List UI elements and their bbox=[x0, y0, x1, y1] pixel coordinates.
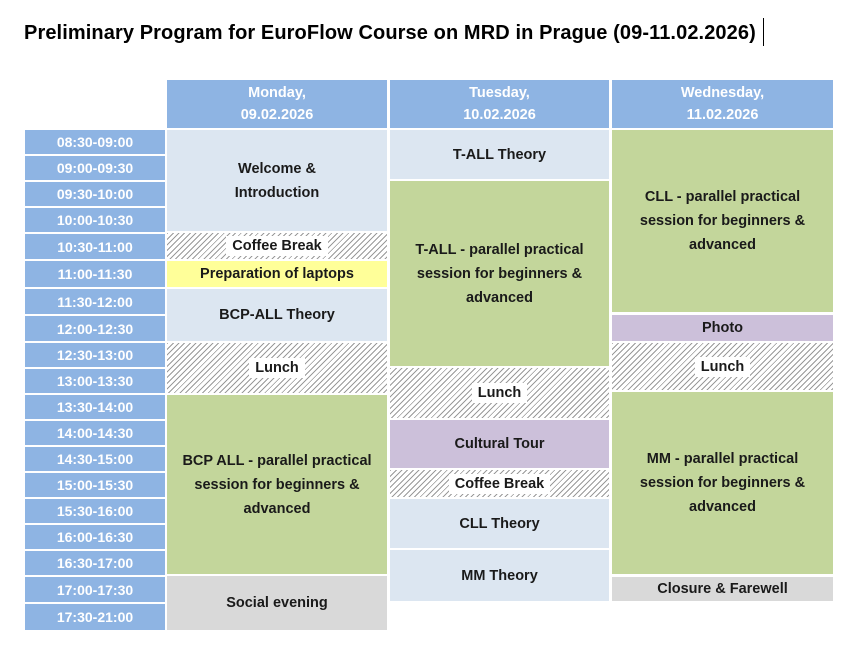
tuesday-mm-theory: MM Theory bbox=[390, 550, 609, 601]
monday-lunch bbox=[167, 343, 387, 393]
time-slot: 12:30-13:00 bbox=[25, 343, 165, 367]
time-slot: 10:30-11:00 bbox=[25, 234, 165, 259]
monday-coffee-label: Coffee Break bbox=[226, 236, 327, 256]
wednesday-lunch-label: Lunch bbox=[695, 357, 751, 377]
monday-bcp-practical: BCP ALL - parallel practical session for beginners & advanced bbox=[167, 395, 387, 574]
tuesday-tall-practical: T-ALL - parallel practical session for beginners & advanced bbox=[390, 181, 609, 366]
time-slot: 14:00-14:30 bbox=[25, 421, 165, 445]
time-slot: 08:30-09:00 bbox=[25, 130, 165, 154]
monday-laptops: Preparation of laptops bbox=[167, 261, 387, 287]
monday-social-evening: Social evening bbox=[167, 576, 387, 630]
tuesday-coffee-label: Coffee Break bbox=[449, 474, 550, 494]
header-tuesday: Tuesday, 10.02.2026 bbox=[390, 80, 609, 128]
time-slot: 15:30-16:00 bbox=[25, 499, 165, 523]
monday-lunch-label: Lunch bbox=[249, 358, 305, 378]
header-monday: Monday, 09.02.2026 bbox=[167, 80, 387, 128]
monday-welcome: Welcome & Introduction bbox=[167, 130, 387, 231]
wednesday-cll-practical: CLL - parallel practical session for beginners & advanced bbox=[612, 130, 833, 312]
time-slot: 09:30-10:00 bbox=[25, 182, 165, 206]
time-slot: 11:30-12:00 bbox=[25, 289, 165, 314]
monday-coffee-break bbox=[167, 233, 387, 259]
header-wednesday: Wednesday, 11.02.2026 bbox=[612, 80, 833, 128]
time-slot: 10:00-10:30 bbox=[25, 208, 165, 232]
wednesday-closure: Closure & Farewell bbox=[612, 577, 833, 601]
time-slot: 13:00-13:30 bbox=[25, 369, 165, 393]
time-slot: 17:00-17:30 bbox=[25, 577, 165, 602]
tuesday-tall-theory: T-ALL Theory bbox=[390, 130, 609, 179]
tuesday-lunch-label: Lunch bbox=[472, 383, 528, 403]
time-slot: 11:00-11:30 bbox=[25, 261, 165, 287]
time-slot: 12:00-12:30 bbox=[25, 316, 165, 341]
time-slot: 14:30-15:00 bbox=[25, 447, 165, 471]
time-slot: 16:30-17:00 bbox=[25, 551, 165, 575]
wednesday-mm-practical: MM - parallel practical session for beginners & advanced bbox=[612, 392, 833, 574]
time-slot: 16:00-16:30 bbox=[25, 525, 165, 549]
tuesday-cultural-tour: Cultural Tour bbox=[390, 420, 609, 468]
tuesday-coffee-break bbox=[390, 470, 609, 497]
wednesday-photo: Photo bbox=[612, 315, 833, 341]
text-cursor bbox=[763, 18, 764, 46]
time-slot: 13:30-14:00 bbox=[25, 395, 165, 419]
time-slot: 17:30-21:00 bbox=[25, 604, 165, 630]
tuesday-lunch bbox=[390, 368, 609, 418]
time-slot: 09:00-09:30 bbox=[25, 156, 165, 180]
monday-bcp-theory: BCP-ALL Theory bbox=[167, 289, 387, 341]
tuesday-cll-theory: CLL Theory bbox=[390, 499, 609, 548]
time-slot: 15:00-15:30 bbox=[25, 473, 165, 497]
page-title: Preliminary Program for EuroFlow Course on MRD in Prague (09-11.02.2026) bbox=[24, 22, 756, 44]
wednesday-lunch bbox=[612, 343, 833, 390]
